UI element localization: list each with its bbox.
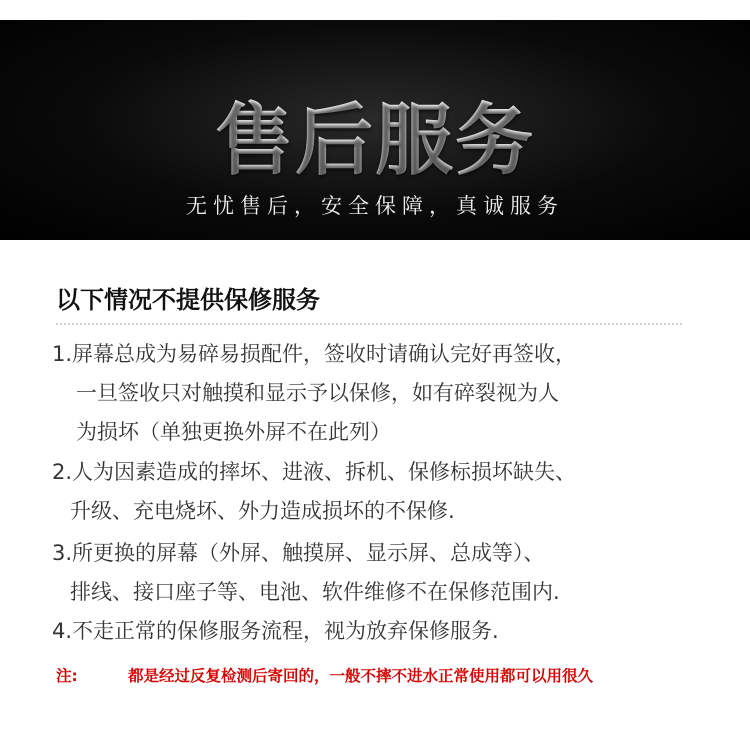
item-3-line-1: 3.所更换的屏幕（外屏、触摸屏、显示屏、总成等）、 <box>52 541 545 565</box>
item-3-line-2: 排线、接口座子等、电池、软件维修不在保修范围内. <box>70 580 560 604</box>
section-title: 以下情况不提供保修服务 <box>56 286 320 314</box>
note-label: 注: <box>56 667 78 685</box>
header-banner <box>0 20 750 240</box>
item-1-line-3: 为损坏（单独更换外屏不在此列） <box>76 420 391 444</box>
note-text: 都是经过反复检测后寄回的，一般不摔不进水正常使用都可以用很久 <box>128 667 594 685</box>
item-2-line-1: 2.人为因素造成的摔坏、进液、拆机、保修标损坏缺失、 <box>52 460 577 484</box>
dotted-divider <box>56 323 682 325</box>
item-1-line-2: 一旦签收只对触摸和显示予以保修，如有碎裂视为人 <box>76 381 559 405</box>
banner-subtitle: 无忧售后，安全保障，真诚服务 <box>186 194 564 218</box>
item-2-line-2: 升级、充电烧坏、外力造成损坏的不保修. <box>70 499 455 523</box>
item-4-line-1: 4.不走正常的保修服务流程，视为放弃保修服务. <box>52 619 499 643</box>
item-1-line-1: 1.屏幕总成为易碎易损配件，签收时请确认完好再签收， <box>52 342 577 366</box>
banner-title: 售后服务 <box>0 78 750 190</box>
